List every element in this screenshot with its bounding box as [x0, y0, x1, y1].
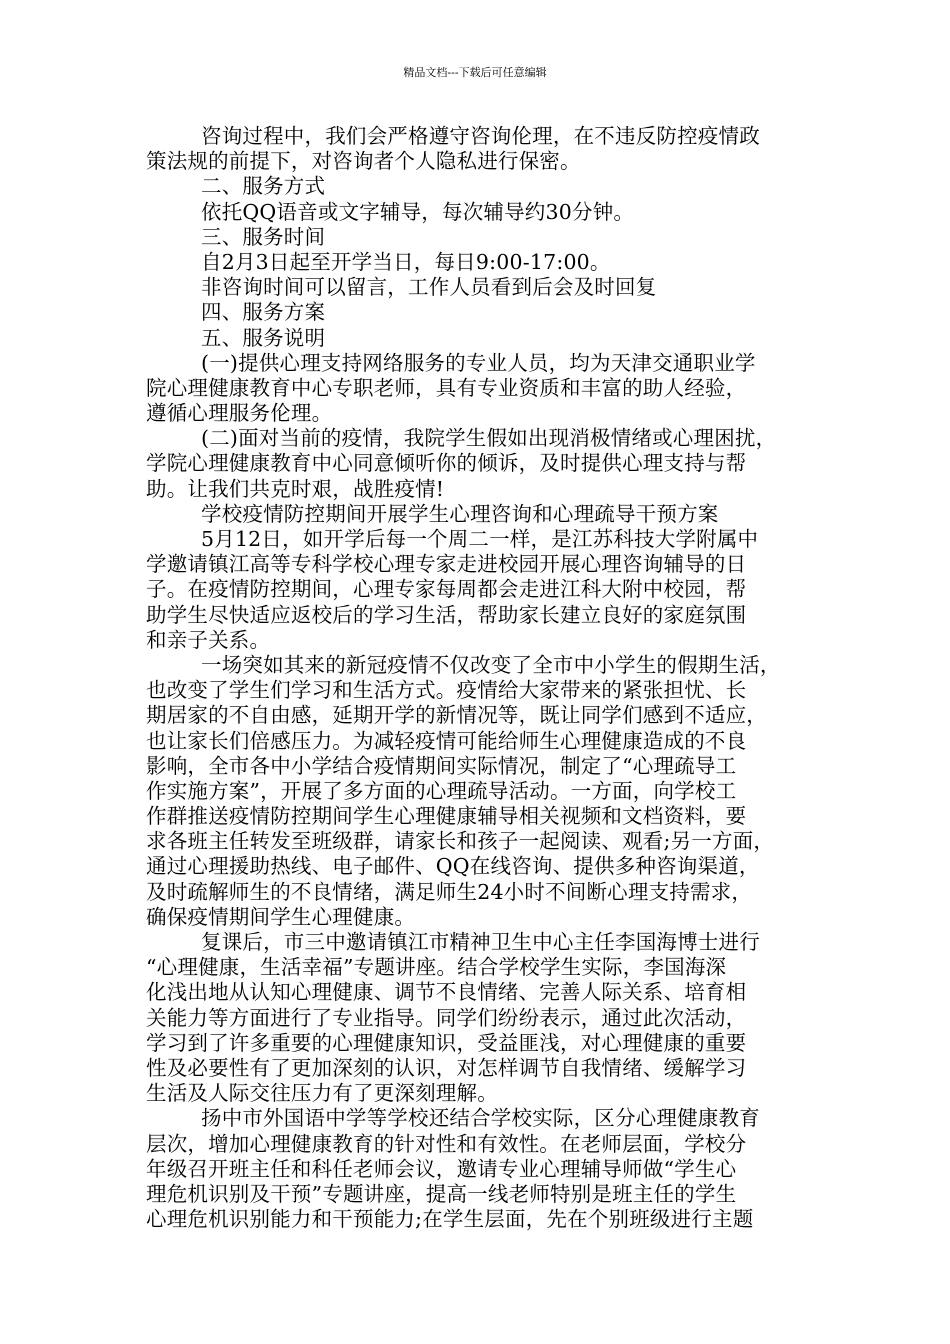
text-line: 通过心理援助热线、电子邮件、QQ在线咨询、提供多种咨询渠道，: [146, 854, 760, 879]
text-line: 策法规的前提下，对咨询者个人隐私进行保密。: [146, 149, 581, 174]
text-line: 助学生尽快适应返校后的学习生活，帮助家长建立良好的家庭氛围: [146, 602, 747, 627]
text-line: 非咨询时间可以留言，工作人员看到后会及时回复: [201, 275, 657, 300]
text-line: 依托QQ语音或文字辅导，每次辅导约30分钟。: [201, 199, 635, 224]
text-line: 确保疫情期间学生心理健康。: [146, 904, 416, 929]
text-line: 5月12日，如开学后每一个周二一样，是江苏科技大学附属中: [201, 527, 759, 551]
text-line: 层次，增加心理健康教育的针对性和有效性。在老师层面，学校分: [146, 1131, 747, 1156]
text-line: 化浅出地从认知心理健康、调节不良情绪、完善人际关系、培育相: [146, 980, 747, 1005]
text-line: 院心理健康教育中心专职老师，具有专业资质和丰富的助人经验，: [146, 375, 747, 400]
text-line: 学校疫情防控期间开展学生心理咨询和心理疏导干预方案: [201, 501, 719, 526]
text-line: 四、服务方案: [201, 300, 326, 325]
text-line: 助。让我们共克时艰，战胜疫情!: [146, 476, 445, 501]
text-line: 年级召开班主任和科任老师会议，邀请专业心理辅导师做“学生心: [146, 1156, 737, 1181]
text-line: 求各班主任转发至班级群，请家长和孩子一起阅读、观看;另一方面，: [146, 829, 775, 854]
text-line: 作实施方案”，开展了多方面的心理疏导活动。一方面，向学校工: [146, 778, 737, 803]
text-line: 学院心理健康教育中心同意倾听你的倾诉，及时提供心理支持与帮: [146, 451, 747, 476]
text-line: 影响，全市各中小学结合疫情期间实际情况，制定了“心理疏导工: [146, 753, 737, 778]
text-line: 理危机识别及干预”专题讲座，提高一线老师特别是班主任的学生: [146, 1181, 737, 1206]
text-line: 期居家的不自由感，延期开学的新情况等，既让同学们感到不适应，: [146, 703, 767, 728]
text-line: 自2月3日起至开学当日，每日9:00-17:00。: [201, 249, 611, 274]
text-line: 三、服务时间: [201, 224, 326, 249]
text-line: 也改变了学生们学习和生活方式。疫情给大家带来的紧张担忧、长: [146, 678, 747, 703]
text-line: (一)提供心理支持网络服务的专业人员，均为天津交通职业学: [201, 350, 756, 375]
text-line: 复课后，市三中邀请镇江市精神卫生中心主任李国海博士进行: [201, 930, 760, 954]
text-line: 二、服务方式: [201, 174, 326, 199]
text-line: 性及必要性有了更加深刻的认识，对怎样调节自我情绪、缓解学习: [146, 1055, 747, 1080]
text-line: 学习到了许多重要的心理健康知识，受益匪浅，对心理健康的重要: [146, 1030, 747, 1055]
text-line: (二)面对当前的疫情，我院学生假如出现消极情绪或心理困扰，: [201, 426, 777, 451]
text-line: 生活及人际交往压力有了更深刻理解。: [146, 1081, 498, 1106]
text-line: 及时疏解师生的不良情绪，满足师生24小时不间断心理支持需求，: [146, 879, 753, 904]
text-line: 学邀请镇江高等专科学校心理专家走进校园开展心理咨询辅导的日: [146, 552, 747, 577]
document-body: [146, 124, 806, 1232]
text-line: 一场突如其来的新冠疫情不仅改变了全市中小学生的假期生活，: [201, 652, 781, 677]
text-line: 也让家长们倍感压力。为减轻疫情可能给师生心理健康造成的不良: [146, 728, 747, 753]
text-line: 咨询过程中，我们会严格遵守咨询伦理，在不违反防控疫情政: [201, 124, 760, 148]
text-line: 作群推送疫情防控期间学生心理健康辅导相关视频和文档资料，要: [146, 804, 747, 829]
text-line: 和亲子关系。: [146, 627, 271, 652]
page-header: 精品文档---下载后可任意编辑: [403, 66, 547, 79]
text-line: 子。在疫情防控期间，心理专家每周都会走进江科大附中校园，帮: [146, 577, 747, 602]
text-line: “心理健康，生活幸福”专题讲座。结合学校学生实际，李国海深: [146, 955, 727, 980]
text-line: 关能力等方面进行了专业指导。同学们纷纷表示，通过此次活动，: [146, 1005, 747, 1030]
text-line: 扬中市外国语中学等学校还结合学校实际，区分心理健康教育: [201, 1106, 760, 1131]
text-line: 遵循心理服务伦理。: [146, 401, 333, 426]
text-line: 五、服务说明: [201, 325, 326, 350]
text-line: 心理危机识别能力和干预能力;在学生层面，先在个别班级进行主题: [146, 1207, 754, 1232]
